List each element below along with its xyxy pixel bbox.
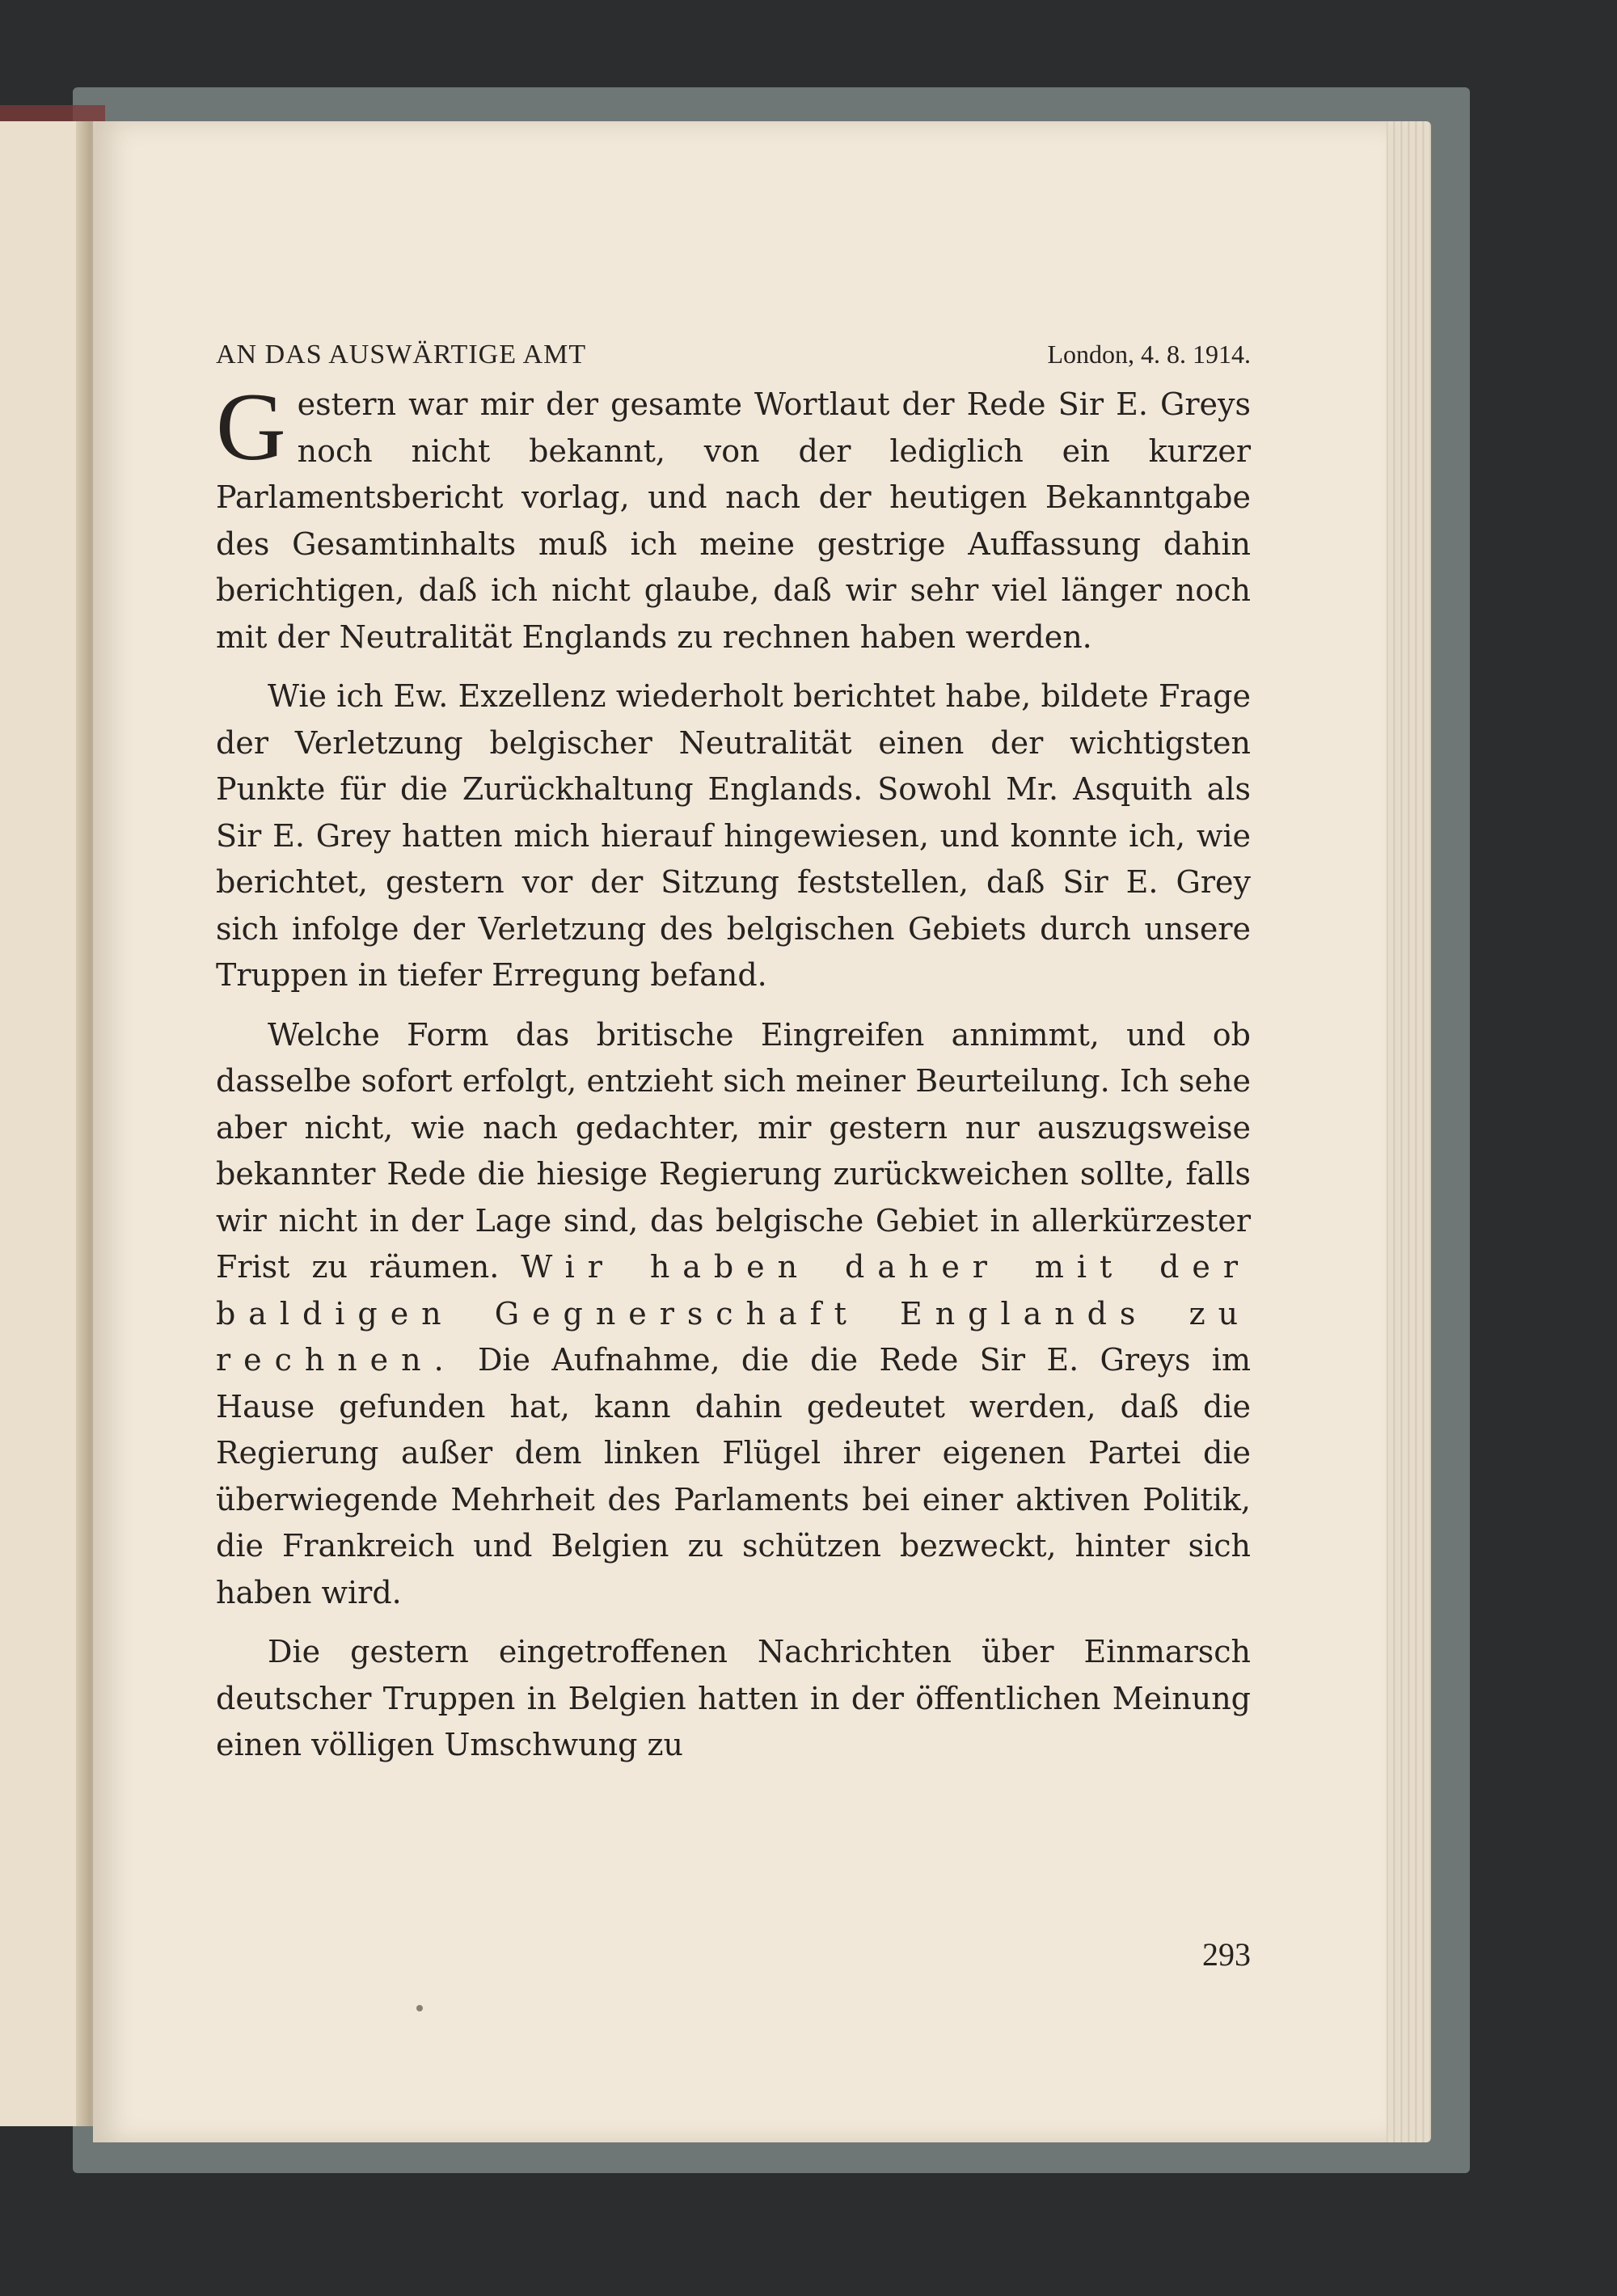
paragraph-4-text: Die gestern eingetroffenen Nachrichten über Einmarsch deutscher Truppen in Belgien hatten in der öffentlichen Meinung einen völligen Umschwung zu: [216, 1634, 1251, 1762]
paragraph-3-text-a: Welche Form das britische Eingreifen annimmt, und ob dasselbe sofort erfolgt, entzieht sich meiner Beurteilung. Ich sehe aber nicht, wie nach gedachter, mir gestern nur auszugsweise bekannter Rede die hiesige Regierung zurückweichen sollte, falls wir nicht in der Lage sind, das belgische Gebiet in allerkürzester Frist zu räumen.: [216, 1016, 1251, 1285]
paragraph-4: [216, 1629, 1251, 1769]
paragraph-3-emphasis: Wir haben daher mit der baldigen Gegnerschaft Englands zu rechnen.: [216, 1249, 1251, 1378]
paragraph-2-text: Wie ich Ew. Exzellenz wiederholt berichtet habe, bildete Frage der Verletzung belgischer Neutralität einen der wichtigsten Punkte für die Zurückhaltung Englands. Sowohl Mr. Asquith als Sir E. Grey hatten mich hierauf hingewiesen, und konnte ich, wie berichtet, gestern vor der Sitzung feststellen, daß Sir E. Grey sich infolge der Verletzung des belgischen Gebiets durch unsere Truppen in tiefer Erregung befand.: [216, 678, 1251, 993]
paragraph-3-text-b: Die Aufnahme, die die Rede Sir E. Greys im Hause gefunden hat, kann dahin gedeutet werden, daß die Regierung außer dem linken Flügel ihrer eigenen Partei die überwiegende Mehrheit des Parlaments bei einer aktiven Politik, die Frankreich und Belgien zu schützen bezweckt, hinter sich haben wird.: [216, 1342, 1251, 1610]
text-block: [216, 340, 1251, 1782]
paragraph-1: [216, 373, 1251, 661]
letter-header: [216, 340, 1251, 370]
drop-cap: G: [216, 373, 286, 480]
paper-speck: [416, 2005, 423, 2011]
right-page: [93, 121, 1387, 2142]
body-text: [216, 373, 1251, 1769]
left-page-gutter: [76, 121, 91, 2126]
left-page-edge: [0, 121, 93, 2126]
header-recipient: AN DAS AUSWÄRTIGE AMT: [216, 340, 587, 369]
paragraph-3: [216, 1012, 1251, 1617]
page-number: 293: [1202, 1936, 1251, 1973]
paragraph-2: [216, 673, 1251, 999]
paragraph-1-text: estern war mir der gesamte Wortlaut der Rede Sir E. Greys noch nicht bekannt, von der lediglich ein kurzer Parlamentsbericht vorlag, und nach der heutigen Bekanntgabe des Gesamtinhalts muß ich meine gestrige Auffassung dahin berichtigen, daß ich nicht glaube, daß wir sehr viel länger noch mit der Neutralität Englands zu rechnen haben werden.: [216, 386, 1251, 655]
header-place-date: London, 4. 8. 1914.: [1047, 340, 1251, 369]
